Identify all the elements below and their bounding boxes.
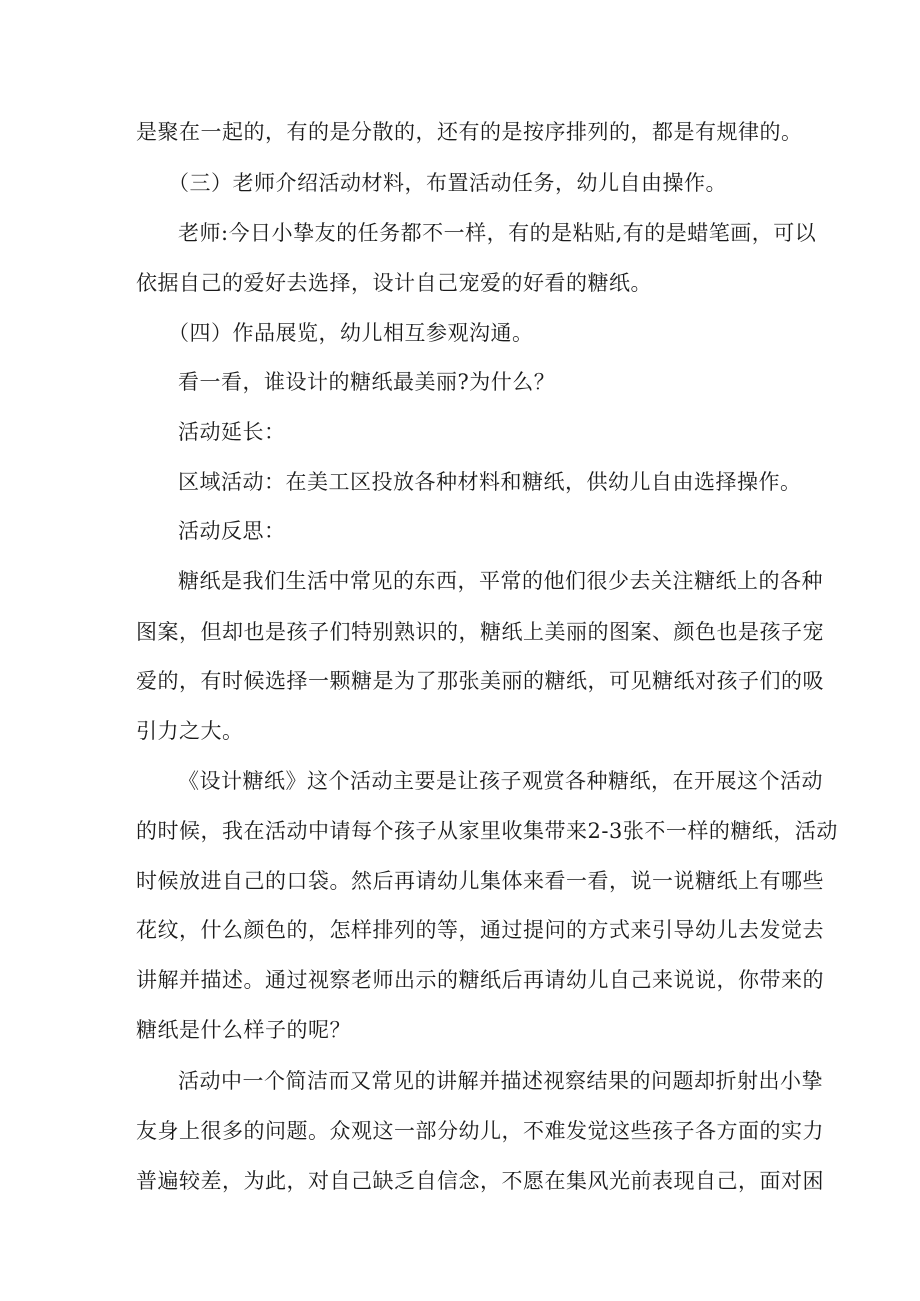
section-heading: （三）老师介绍活动材料，布置活动任务，幼儿自由操作。 <box>168 171 727 195</box>
paragraph-line: 图案，但却也是孩子们特别熟识的，糖纸上美丽的图案、颜色也是孩子宠 <box>136 620 824 644</box>
section-heading: 活动反思： <box>178 519 286 543</box>
paragraph-line: 普遍较差，为此，对自己缺乏自信念，不愿在集风光前表现自己，面对困 <box>136 1169 824 1193</box>
paragraph-line: 糖纸是什么样子的呢？ <box>136 1018 351 1042</box>
paragraph-line: 《设计糖纸》这个活动主要是让孩子观赏各种糖纸，在开展这个活动 <box>178 769 823 793</box>
paragraph-line: 引力之大。 <box>136 719 244 743</box>
paragraph-line: 老师:今日小挚友的任务都不一样，有的是粘贴,有的是蜡笔画，可以 <box>178 221 817 245</box>
paragraph-line: 讲解并描述。通过视察老师出示的糖纸后再请幼儿自己来说说，你带来的 <box>136 968 824 992</box>
paragraph-line: 依据自己的爱好去选择，设计自己宠爱的好看的糖纸。 <box>136 271 652 295</box>
paragraph-line: 爱的，有时候选择一颗糖是为了那张美丽的糖纸，可见糖纸对孩子们的吸 <box>136 669 824 693</box>
paragraph-line: 花纹，什么颜色的，怎样排列的等，通过提问的方式来引导幼儿去发觉去 <box>136 918 824 942</box>
paragraph-line: 时候放进自己的口袋。然后再请幼儿集体来看一看，说一说糖纸上有哪些 <box>136 869 824 893</box>
paragraph-line: 活动中一个简洁而又常见的讲解并描述视察结果的问题却折射出小挚 <box>178 1069 823 1093</box>
paragraph-line: 是聚在一起的，有的是分散的，还有的是按序排列的，都是有规律的。 <box>136 120 803 144</box>
paragraph-line: 的时候，我在活动中请每个孩子从家里收集带来2-3张不一样的糖纸，活动 <box>136 819 838 843</box>
paragraph-line: 区域活动：在美工区投放各种材料和糖纸，供幼儿自由选择操作。 <box>178 470 802 494</box>
paragraph-line: 糖纸是我们生活中常见的东西，平常的他们很少去关注糖纸上的各种 <box>178 569 823 593</box>
section-heading: 活动延长： <box>178 420 286 444</box>
paragraph-line: 看一看，谁设计的糖纸最美丽?为什么？ <box>178 370 556 394</box>
section-heading: （四）作品展览，幼儿相互参观沟通。 <box>168 321 534 345</box>
paragraph-line: 友身上很多的问题。众观这一部分幼儿，不难发觉这些孩子各方面的实力 <box>136 1119 824 1143</box>
